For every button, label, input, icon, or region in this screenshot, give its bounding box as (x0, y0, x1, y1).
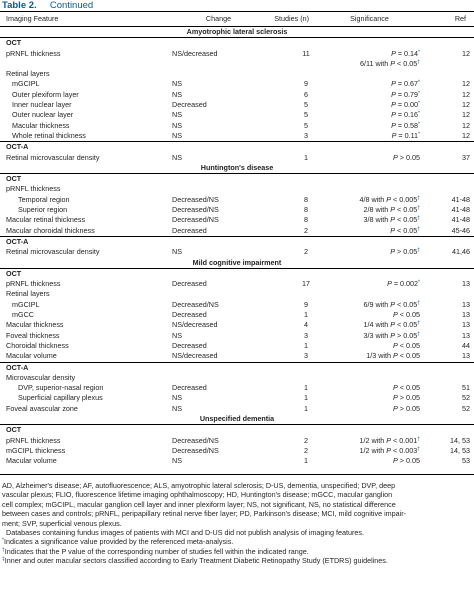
cell-significance (311, 331, 428, 341)
table-row (0, 289, 474, 299)
section-row (0, 27, 474, 38)
cell-feature: Macular retinal thickness (6, 215, 86, 225)
table-row (0, 351, 474, 362)
cell-studies (263, 59, 311, 69)
cell-ref: 41,46 (452, 247, 470, 257)
cell-feature: Temporal region (18, 194, 70, 204)
significance-footnote-mark: † (417, 247, 420, 254)
cell-feature: Macular thickness (12, 120, 70, 130)
table-row (0, 153, 474, 163)
cell-change: NS (172, 456, 182, 466)
table-label: Table 2. (2, 0, 37, 11)
cell-studies: 1 (304, 403, 308, 413)
cell-ref: 12 (462, 48, 470, 58)
significance-value: P > 0.05 (393, 152, 420, 162)
cell-significance (311, 49, 428, 59)
cell-studies: 9 (304, 299, 308, 309)
cell-studies: 8 (304, 215, 308, 225)
cell-significance (311, 247, 428, 257)
cell-change: NS/decreased (172, 351, 218, 361)
cell-feature: pRNFL thickness (6, 48, 61, 58)
cell-ref: 13 (462, 320, 470, 330)
header-studies: Studies (n) (263, 12, 311, 27)
cell-change: Decreased/NS (172, 194, 219, 204)
footnote-mark: * (2, 537, 4, 544)
footnotes (2, 537, 472, 565)
section-title: Amyotrophic lateral sclerosis (0, 27, 474, 38)
significance-footnote-mark: † (417, 59, 420, 66)
cell-feature: Macular thickness (6, 320, 64, 330)
significance-value: 3/3 with P > 0.05 (363, 330, 418, 340)
cell-ref: 52 (462, 393, 470, 403)
cell-feature: pRNFL thickness (6, 435, 61, 445)
significance-footnote-mark: * (418, 279, 420, 286)
cell-change: NS (172, 403, 182, 413)
cell-ref: 41-48 (451, 194, 470, 204)
cell-significance (311, 393, 428, 403)
cell-feature: Retinal microvascular density (6, 152, 100, 162)
section-row (0, 163, 474, 174)
cell-feature (0, 59, 160, 69)
group-title: OCT (6, 38, 22, 48)
cell-change: Decreased (172, 279, 207, 289)
significance-value: P = 0.00 (391, 100, 419, 110)
significance-value: P > 0.05 (393, 393, 420, 403)
cell-studies (263, 373, 311, 383)
table-row (0, 300, 474, 310)
table-row (0, 310, 474, 320)
cell-feature: Retinal microvascular density (6, 247, 100, 257)
cell-studies: 1 (304, 456, 308, 466)
cell-feature: Superficial capillary plexus (18, 393, 103, 403)
abbreviations (2, 481, 472, 528)
cell-feature: Retinal layers (6, 289, 50, 299)
cell-studies: 4 (304, 320, 308, 330)
cell-change: Decreased (172, 100, 207, 110)
table-row (0, 383, 474, 393)
table-row (0, 404, 474, 414)
header-change: Change (160, 12, 263, 27)
abbreviation-line: cell complex; mGCIPL, macular ganglion cell layer and inner plexiform layer; NS, not significant, NS, no statistical difference (2, 499, 396, 509)
footnote-mark: † (2, 547, 5, 554)
footnote (2, 537, 472, 546)
group-row (0, 362, 474, 373)
significance-value: P = 0.14 (391, 48, 419, 58)
cell-studies: 5 (304, 110, 308, 120)
cell-ref: 52 (462, 403, 470, 413)
cell-ref (428, 373, 474, 383)
significance-footnote-mark: * (418, 131, 420, 138)
table-row (0, 215, 474, 225)
cell-feature: Macular volume (6, 456, 57, 466)
cell-studies: 5 (304, 120, 308, 130)
cell-change: Decreased/NS (172, 205, 219, 215)
section-row (0, 414, 474, 425)
cell-ref: 13 (462, 351, 470, 361)
group-row (0, 425, 474, 436)
cell-significance (311, 310, 428, 320)
header-imaging-feature: Imaging Feature (0, 12, 160, 27)
cell-ref: 13 (462, 299, 470, 309)
cell-significance (311, 289, 428, 299)
table-row (0, 121, 474, 131)
cell-change: NS (172, 393, 182, 403)
cell-studies: 2 (304, 225, 308, 235)
table-row (0, 90, 474, 100)
cell-feature: mGCC (12, 310, 34, 320)
cell-feature: Superior region (18, 205, 68, 215)
cell-change: Decreased/NS (172, 445, 219, 455)
table-row (0, 320, 474, 330)
significance-footnote-mark: † (417, 226, 420, 233)
cell-studies: 3 (304, 351, 308, 361)
cell-change (160, 184, 263, 194)
significance-value: P = 0.16 (391, 110, 419, 120)
cell-ref: 44 (462, 340, 470, 350)
abbreviation-line: between cases and controls; pRNFL, peripapillary retinal nerve fiber layer; PD, Parkinson's disease; MCI, mild cognitive impair- (2, 509, 407, 519)
cell-feature: mGCIPL (12, 299, 40, 309)
significance-footnote-mark: * (418, 121, 420, 128)
cell-change: NS (172, 79, 182, 89)
table-row (0, 195, 474, 205)
group-title: OCT-A (0, 142, 474, 153)
section-title: Huntington's disease (0, 163, 474, 174)
significance-value: P = 0.79 (391, 89, 419, 99)
significance-value: P = 0.58 (391, 120, 419, 130)
cell-studies: 1 (304, 310, 308, 320)
table-row (0, 184, 474, 194)
significance-footnote-mark: * (418, 100, 420, 107)
significance-value: P < 0.05 (393, 383, 420, 393)
cell-studies: 8 (304, 205, 308, 215)
cell-ref: 14, 53 (450, 445, 470, 455)
table-row (0, 373, 474, 383)
group-row (0, 236, 474, 247)
section-title: Mild cognitive impairment (0, 258, 474, 269)
section-row (0, 258, 474, 269)
cell-studies: 2 (304, 435, 308, 445)
footnote (2, 556, 472, 565)
cell-change: Decreased/NS (172, 215, 219, 225)
cell-ref: 13 (462, 279, 470, 289)
cell-change: NS (172, 89, 182, 99)
table-notes (2, 481, 472, 566)
cell-change (160, 59, 263, 69)
table-row (0, 226, 474, 237)
cell-ref: 45-46 (451, 225, 470, 235)
cell-feature: Whole retinal thickness (12, 130, 86, 140)
significance-value: P < 0.05 (393, 340, 420, 350)
significance-value: 4/8 with P < 0.005 (359, 194, 418, 204)
cell-change: NS (172, 110, 182, 120)
significance-value: 2/8 with P < 0.05 (363, 205, 418, 215)
significance-value: 1/2 with P < 0.001 (359, 435, 418, 445)
cell-ref: 13 (462, 310, 470, 320)
abbreviation-line: AD, Alzheimer's disease; AF, autofluorescence; ALS, amyotrophic lateral sclerosis; D-US, dementia, unspecified; DVP, deep (2, 481, 396, 490)
cell-significance (311, 79, 428, 89)
table-row (0, 279, 474, 289)
table-row (0, 446, 474, 456)
cell-feature: Foveal thickness (6, 330, 60, 340)
cell-significance (311, 153, 428, 163)
cell-studies: 11 (302, 48, 310, 58)
cell-feature: Outer nuclear layer (12, 110, 74, 120)
significance-footnote-mark: † (417, 205, 420, 212)
table-row (0, 393, 474, 403)
cell-significance (311, 59, 428, 69)
cell-feature: Outer plexiform layer (12, 89, 79, 99)
cell-feature: Choroidal thickness (6, 340, 69, 350)
cell-change: NS/decreased (172, 48, 218, 58)
cell-studies: 3 (304, 130, 308, 140)
cell-feature: DVP, superior-nasal region (18, 383, 104, 393)
cell-studies: 1 (304, 393, 308, 403)
table-continued: Continued (49, 0, 94, 11)
significance-value: 1/3 with P < 0.05 (366, 351, 420, 361)
cell-ref (428, 59, 474, 69)
cell-ref: 12 (462, 130, 470, 140)
group-title: OCT (6, 174, 22, 184)
section-title: Unspecified dementia (0, 414, 474, 425)
table-row (0, 100, 474, 110)
significance-value: P < 0.05 (393, 310, 420, 320)
cell-change: Decreased (172, 310, 207, 320)
cell-feature: mGCIPL (12, 79, 40, 89)
cell-ref: 13 (462, 330, 470, 340)
significance-footnote-mark: † (417, 320, 420, 327)
cell-ref: 53 (462, 456, 470, 466)
table-row (0, 131, 474, 142)
footnote-text: Indicates that the P value of the corresponding number of studies fell within the indicated range. (4, 546, 309, 556)
cell-significance (311, 90, 428, 100)
significance-value: 1/2 with P < 0.003 (359, 445, 418, 455)
cell-ref (428, 289, 474, 299)
cell-ref: 12 (462, 89, 470, 99)
cell-significance (311, 215, 428, 225)
cell-significance (311, 383, 428, 393)
significance-footnote-mark: † (417, 300, 420, 307)
group-row (0, 38, 474, 49)
significance-value: 3/8 with P < 0.05 (363, 215, 418, 225)
cell-significance (311, 69, 428, 79)
cell-significance (311, 195, 428, 205)
cell-significance (311, 341, 428, 351)
table-row (0, 79, 474, 89)
cell-studies (263, 289, 311, 299)
cell-feature: mGCIPL thickness (6, 445, 66, 455)
cell-studies (263, 69, 311, 79)
cell-significance (311, 300, 428, 310)
cell-studies: 5 (304, 100, 308, 110)
cell-ref: 41-48 (451, 215, 470, 225)
cell-ref: 14, 53 (450, 435, 470, 445)
table-row (0, 341, 474, 351)
cell-change (160, 289, 263, 299)
table-row (0, 59, 474, 69)
significance-value: P = 0.67 (391, 79, 419, 89)
cell-change: NS (172, 130, 182, 140)
cell-significance (311, 456, 428, 466)
cell-change: Decreased (172, 383, 207, 393)
cell-significance (311, 205, 428, 215)
table-header-row (0, 12, 474, 27)
group-row (0, 174, 474, 185)
significance-value: 6/9 with P < 0.05 (363, 299, 418, 309)
cell-studies: 2 (304, 445, 308, 455)
significance-footnote-mark: † (417, 436, 420, 443)
table-row (0, 205, 474, 215)
cell-studies: 3 (304, 330, 308, 340)
group-row (0, 142, 474, 153)
significance-value: P = 0.002 (387, 279, 419, 289)
table-body (0, 27, 474, 467)
cell-feature: pRNFL thickness (6, 184, 61, 194)
footnote-text: Inner and outer macular sectors classified according to Early Treatment Diabetic Retinopathy Study (ETDRS) guidelines. (4, 556, 388, 566)
group-title: OCT (6, 425, 22, 435)
cell-change: Decreased/NS (172, 299, 219, 309)
cell-change: NS/decreased (172, 320, 218, 330)
cell-significance (311, 226, 428, 237)
table-row (0, 247, 474, 257)
cell-feature: pRNFL thickness (6, 279, 61, 289)
table-row (0, 456, 474, 466)
cell-feature: Foveal avascular zone (6, 403, 78, 413)
group-row (0, 268, 474, 279)
significance-value: 1/4 with P < 0.05 (363, 320, 418, 330)
footnote-text: Indicates a significance value provided by the referenced meta-analysis. (3, 537, 234, 547)
significance-value: P > 0.05 (393, 403, 420, 413)
imaging-features-table (0, 11, 474, 466)
cell-significance (311, 184, 428, 194)
significance-footnote-mark: * (418, 110, 420, 117)
significance-footnote-mark: † (417, 195, 420, 202)
cell-significance (311, 373, 428, 383)
table-row (0, 69, 474, 79)
significance-footnote-mark: † (417, 215, 420, 222)
significance-value: P > 0.05 (393, 456, 420, 466)
cell-ref: 12 (462, 110, 470, 120)
cell-ref: 51 (462, 383, 470, 393)
cell-change: Decreased (172, 225, 207, 235)
significance-value: P < 0.05 (390, 225, 418, 235)
cell-feature: Microvascular density (6, 372, 76, 382)
cell-ref: 37 (462, 152, 470, 162)
cell-ref: 12 (462, 120, 470, 130)
cell-studies: 1 (304, 383, 308, 393)
table-row (0, 436, 474, 446)
cell-feature: Retinal layers (6, 69, 50, 79)
cell-studies: 9 (304, 79, 308, 89)
table-row (0, 49, 474, 59)
cell-ref (428, 184, 474, 194)
cell-change: NS (172, 247, 182, 257)
group-title: OCT-A (0, 362, 474, 373)
header-ref: Ref (428, 12, 474, 27)
table-row (0, 110, 474, 120)
cell-significance (311, 404, 428, 414)
cell-change: NS (172, 120, 182, 130)
footnote-mark: ‡ (2, 556, 5, 563)
significance-value: P = 0.11 (391, 130, 419, 140)
footnote (2, 547, 472, 556)
cell-significance (311, 279, 428, 289)
cell-change (160, 373, 263, 383)
cell-feature: Macular volume (6, 351, 57, 361)
cell-change: Decreased (172, 340, 207, 350)
significance-footnote-mark: * (418, 79, 420, 86)
significance-footnote-mark: * (418, 90, 420, 97)
cell-significance (311, 436, 428, 446)
abbreviation-line: vascular plexus; FLIO, fluorescence lifetime imaging ophthalmoscopy; HD, Huntington's disease; mGCC, macular ganglion (2, 490, 393, 500)
cell-ref: 12 (462, 100, 470, 110)
table-bottom-rule (0, 474, 474, 475)
significance-value: 6/11 with P < 0.05 (360, 58, 418, 68)
cell-ref: 41-48 (451, 205, 470, 215)
cell-studies: 1 (304, 340, 308, 350)
cell-significance (311, 446, 428, 456)
group-title: OCT (6, 268, 22, 278)
significance-footnote-mark: * (418, 49, 420, 56)
significance-footnote-mark: † (417, 331, 420, 338)
cell-feature: Inner nuclear layer (12, 100, 72, 110)
cell-ref: 12 (462, 79, 470, 89)
cell-change: NS (172, 330, 182, 340)
cell-studies (263, 184, 311, 194)
cell-feature: Macular choroidal thickness (6, 225, 95, 235)
cell-significance (311, 121, 428, 131)
table-row (0, 331, 474, 341)
significance-value: P > 0.05 (390, 247, 418, 257)
cell-significance (311, 131, 428, 142)
cell-studies: 1 (304, 152, 308, 162)
cell-significance (311, 320, 428, 330)
databases-note: Databases containing fundus images of patients with MCI and D-US did not publish analysis of imaging features. (6, 528, 364, 538)
cell-significance (311, 351, 428, 362)
cell-significance (311, 110, 428, 120)
cell-significance (311, 100, 428, 110)
cell-ref (428, 69, 474, 79)
cell-studies: 2 (304, 247, 308, 257)
cell-change (160, 69, 263, 79)
cell-studies: 6 (304, 89, 308, 99)
abbreviation-line: ment; SVP, superficial venous plexus. (2, 518, 122, 528)
significance-footnote-mark: † (417, 446, 420, 453)
group-title: OCT-A (0, 236, 474, 247)
header-significance: Significance (311, 12, 428, 27)
cell-change: Decreased/NS (172, 435, 219, 445)
cell-studies: 8 (304, 194, 308, 204)
cell-studies: 17 (302, 279, 310, 289)
cell-change: NS (172, 152, 182, 162)
